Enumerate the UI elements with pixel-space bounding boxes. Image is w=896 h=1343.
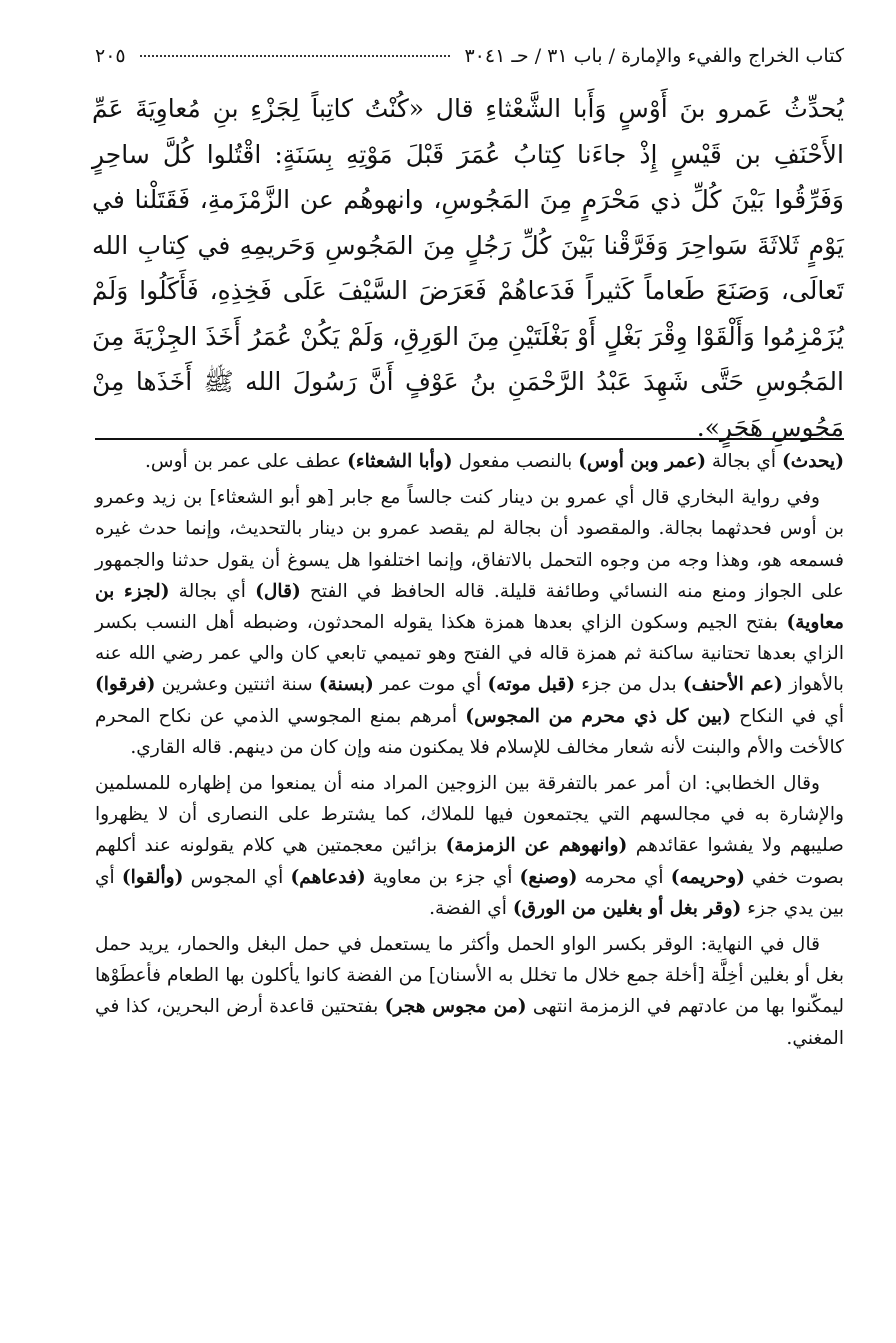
commentary-paragraph-3: وقال الخطابي: ان أمر عمر بالتفرقة بين الزوجين المراد منه أن يمنعوا من إظهاره للمسلمين والإشارة به في مجالسهم التي يجتمعون فيها للملاك، كما يشترط على النصارى أن لا يظهروا صليبهم ولا يفشوا عقائدهم (وانهوهم عن الزمزمة) بزائين معجمتين هي كلام يقولونه عند أكلهم بصوت خفي (وحريمه) أي محرمه (وصنع) أي جزء بن معاوية (فدعاهم) أي المجوس (وألقوا) أي بين يدي جزء (وقر بغل أو بغلين من الورق) أي الفضة. <box>95 773 844 919</box>
commentary-paragraph-1: (يحدث) أي بجالة (عمر وبن أوس) بالنصب مفعول (وأبا الشعثاء) عطف على عمر بن أوس. <box>144 451 844 472</box>
header-dots-leader <box>140 55 451 57</box>
hadith-text: يُحدِّثُ عَمرو بنَ أَوْسٍ وَأَبا الشَّعْثاءِ قال «كُنْتُ كاتِباً لِجَزْءِ بنِ مُعاوِيَةَ عَمِّ الأَحْنَفِ بن قَيْسٍ إِذْ جاءَنا كِتابُ عُمَرَ قَبْلَ مَوْتِهِ بِسَنَةٍ: اقْتُلوا كُلَّ ساحِرٍ وَفَرِّقُوا بَيْنَ كُلِّ ذي مَحْرَمٍ مِنَ المَجُوسِ، وانهوهُم عن الزَّمْزَمةِ، فَقَتَلْنا في يَوْمٍ ثَلاثَةَ سَواحِرَ وَفَرَّقْنا بَيْنَ كُلِّ رَجُلٍ مِنَ المَجُوسِ وَحَريمِهِ في كِتابِ الله تَعالَى، وَصَنَعَ طَعاماً كَثيراً فَدَعاهُمْ فَعَرَضَ السَّيْفَ عَلَى فَخِذِهِ، فَأَكَلُوا وَلَمْ يُزَمْزِمُوا وَأَلْقَوْا وِقْرَ بَغْلٍ أَوْ بَغْلَتَيْنِ مِنَ الوَرِقِ، وَلَمْ يَكُنْ عُمَرُ أَخَذَ الجِزْيَةَ مِنَ المَجُوسِ حَتَّى شَهِدَ عَبْدُ الرَّحْمَنِ بنُ عَوْفٍ أَنَّ رَسُولَ الله ﷺ أَخَذَها مِنْ مَجُوسِ هَجَرٍ». <box>92 94 844 442</box>
running-header <box>95 38 844 74</box>
footnote-separator <box>95 438 844 440</box>
commentary-paragraph-4: قال في النهاية: الوقر بكسر الواو الحمل وأكثر ما يستعمل في حمل البغل والحمار، يريد حمل بغل أو بغلين أخِلَّة [أخلة جمع خلال ما تخلل به الأسنان] من الفضة كانوا يأكلون بها الطعام فأعطَوْها ليمكّنوا بها من عادتهم في الزمزمة انتهى (من مجوس هجر) بفتحتين قاعدة أرض البحرين، كذا في المغني. <box>95 934 844 1049</box>
commentary <box>95 446 844 1059</box>
page-number: ٢٠٥ <box>95 45 126 67</box>
header-title: كتاب الخراج والفيء والإمارة / باب ٣١ / حـ ٣٠٤١ <box>464 45 844 67</box>
commentary-paragraph-2: وفي رواية البخاري قال أي عمرو بن دينار كنت جالساً مع جابر [هو أبو الشعثاء] بن زيد وعمرو بن أوس فحدثهما بجالة. والمقصود أن بجالة لم يقصد عمرو بن دينار بالتحديث، وإنما حدث غيره فسمعه هو، وهذا وجه من وجوه التحمل بالاتفاق، وإنما اختلفوا هل يسوغ أن يقول حدثنا والجمهور على الجواز ومنع منه النسائي وطائفة قليلة. قاله الحافظ في الفتح (قال) أي بجالة (لجزء بن معاوية) بفتح الجيم وسكون الزاي بعدها همزة هكذا يقوله المحدثون، وضبطه أهل النسب بكسر الزاي بعدها تحتانية ساكنة ثم همزة قاله في الفتح وهو تميمي تابعي كان والي عمر رضي الله عنه بالأهواز (عم الأحنف) بدل من جزء (قبل موته) أي موت عمر (بسنة) سنة اثنتين وعشرين (فرقوا) أي في النكاح (بين كل ذي محرم من المجوس) أمرهم بمنع المجوسي الذمي عن نكاح المحرم كالأخت والأم والبنت لأنه شعار مخالف للإسلام فلا يمكنون منه وإن كان من دينهم. قاله القاري. <box>95 487 845 758</box>
